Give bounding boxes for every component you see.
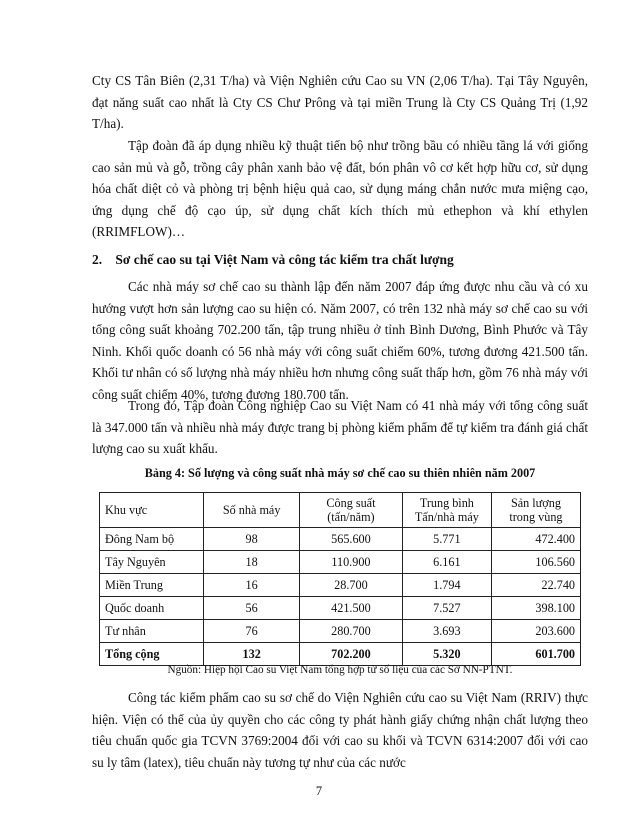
header-san-luong: Sản lượng trong vùng (491, 493, 580, 528)
cell-factories: 18 (204, 551, 300, 574)
cell-factories: 76 (204, 620, 300, 643)
cell-output: 601.700 (491, 643, 580, 666)
table-header-row (100, 493, 581, 528)
cell-output: 22.740 (491, 574, 580, 597)
cell-average: 6.161 (402, 551, 491, 574)
page-number: 7 (315, 784, 323, 798)
cell-capacity: 565.600 (300, 528, 403, 551)
cell-average: 7.527 (402, 597, 491, 620)
table-row (100, 551, 581, 574)
cell-factories: 132 (204, 643, 300, 666)
cell-capacity: 28.700 (300, 574, 403, 597)
paragraph-4: Trong đó, Tập đoàn Công nghiệp Cao su Việt Nam có 41 nhà máy với tổng công suất là 347.000 tấn và nhiều nhà máy được trang bị phòng kiểm phẩm để tự kiểm tra đánh giá chất lượng cao su xuất khẩu. (92, 398, 588, 457)
cell-output: 472.400 (491, 528, 580, 551)
cell-region: Quốc doanh (100, 597, 204, 620)
table-total-row (100, 643, 581, 666)
table-row (100, 597, 581, 620)
cell-factories: 56 (204, 597, 300, 620)
cell-output: 203.600 (491, 620, 580, 643)
table-row (100, 620, 581, 643)
paragraph-3: Các nhà máy sơ chế cao su thành lập đến năm 2007 đáp ứng được nhu cầu và có xu hướng vượt hơn sản lượng cao su hiện có. Năm 2007, có trên 132 nhà máy sơ chế cao su với tổng công suất khoảng 702.200 tấn, tập trung nhiều ở tỉnh Bình Dương, Bình Phước và Tây Ninh. Khối quốc doanh có 56 nhà máy với công suất chiếm 60%, tương đương 421.500 tấn. Khối tư nhân có số lượng nhà máy nhiều hơn nhưng công suất thấp hơn, gồm 76 nhà máy với công suất chiếm 40%, tương đương 180.700 tấn. (92, 279, 588, 402)
cell-output: 106.560 (491, 551, 580, 574)
cell-region: Tây Nguyên (100, 551, 204, 574)
cell-average: 5.320 (402, 643, 491, 666)
header-so-nha-may: Số nhà máy (204, 493, 300, 528)
cell-capacity: 702.200 (300, 643, 403, 666)
cell-average: 5.771 (402, 528, 491, 551)
table-row (100, 574, 581, 597)
cell-output: 398.100 (491, 597, 580, 620)
header-cong-suat: Công suất (tấn/năm) (300, 493, 403, 528)
section-title: Sơ chế cao su tại Việt Nam và công tác kiểm tra chất lượng (115, 252, 454, 267)
data-table (99, 492, 581, 666)
table-caption: Bảng 4: Số lượng và công suất nhà máy sơ chế cao su thiên nhiên năm 2007 (144, 466, 536, 480)
cell-capacity: 421.500 (300, 597, 403, 620)
header-trung-binh: Trung bình Tấn/nhà máy (402, 493, 491, 528)
cell-region: Miền Trung (100, 574, 204, 597)
cell-region: Tổng cộng (100, 643, 204, 666)
section-number: 2. (92, 252, 103, 267)
cell-average: 1.794 (402, 574, 491, 597)
table-row (100, 528, 581, 551)
cell-region: Đông Nam bộ (100, 528, 204, 551)
cell-factories: 16 (204, 574, 300, 597)
paragraph-2: Tập đoàn đã áp dụng nhiều kỹ thuật tiến bộ như trồng bầu có nhiều tầng lá với giống cao sản mủ và gỗ, trồng cây phân xanh bảo vệ đất, bón phân vô cơ kết hợp hữu cơ, sử dụng hóa chất diệt cỏ và phòng trị bệnh hiệu quả cao, sử dụng máng chắn nước mưa miệng cạo, ứng dụng chế độ cạo úp, sử dụng chất kích thích mủ ethephon và khí ethylen (RRIMFLOW)… (92, 138, 588, 240)
cell-region: Tư nhân (100, 620, 204, 643)
cell-capacity: 280.700 (300, 620, 403, 643)
paragraph-5: Công tác kiểm phẩm cao su sơ chế do Viện Nghiên cứu cao su Việt Nam (RRIV) thực hiện. Viện có thể của ủy quyền cho các công ty phát hành giấy chứng nhận chất lượng theo tiêu chuẩn quốc gia TCVN 3769:2004 đối với cao su khối và TCVN 6314:2007 đối với cao su ly tâm (latex), tiêu chuẩn này tương tự như của các nước (92, 690, 588, 770)
cell-average: 3.693 (402, 620, 491, 643)
cell-capacity: 110.900 (300, 551, 403, 574)
table-source-note: Nguồn: Hiệp hội Cao su Việt Nam tổng hợp từ số liệu của các Sở NN-PTNT. (167, 664, 513, 676)
header-khu-vuc: Khu vực (100, 493, 204, 528)
paragraph-1: Cty CS Tân Biên (2,31 T/ha) và Viện Nghiên cứu Cao su VN (2,06 T/ha). Tại Tây Nguyên, đạt năng suất cao nhất là Cty CS Chư Prông và tại miền Trung là Cty CS Quảng Trị (1,92 T/ha). (92, 73, 588, 132)
cell-factories: 98 (204, 528, 300, 551)
section-heading (92, 252, 588, 268)
